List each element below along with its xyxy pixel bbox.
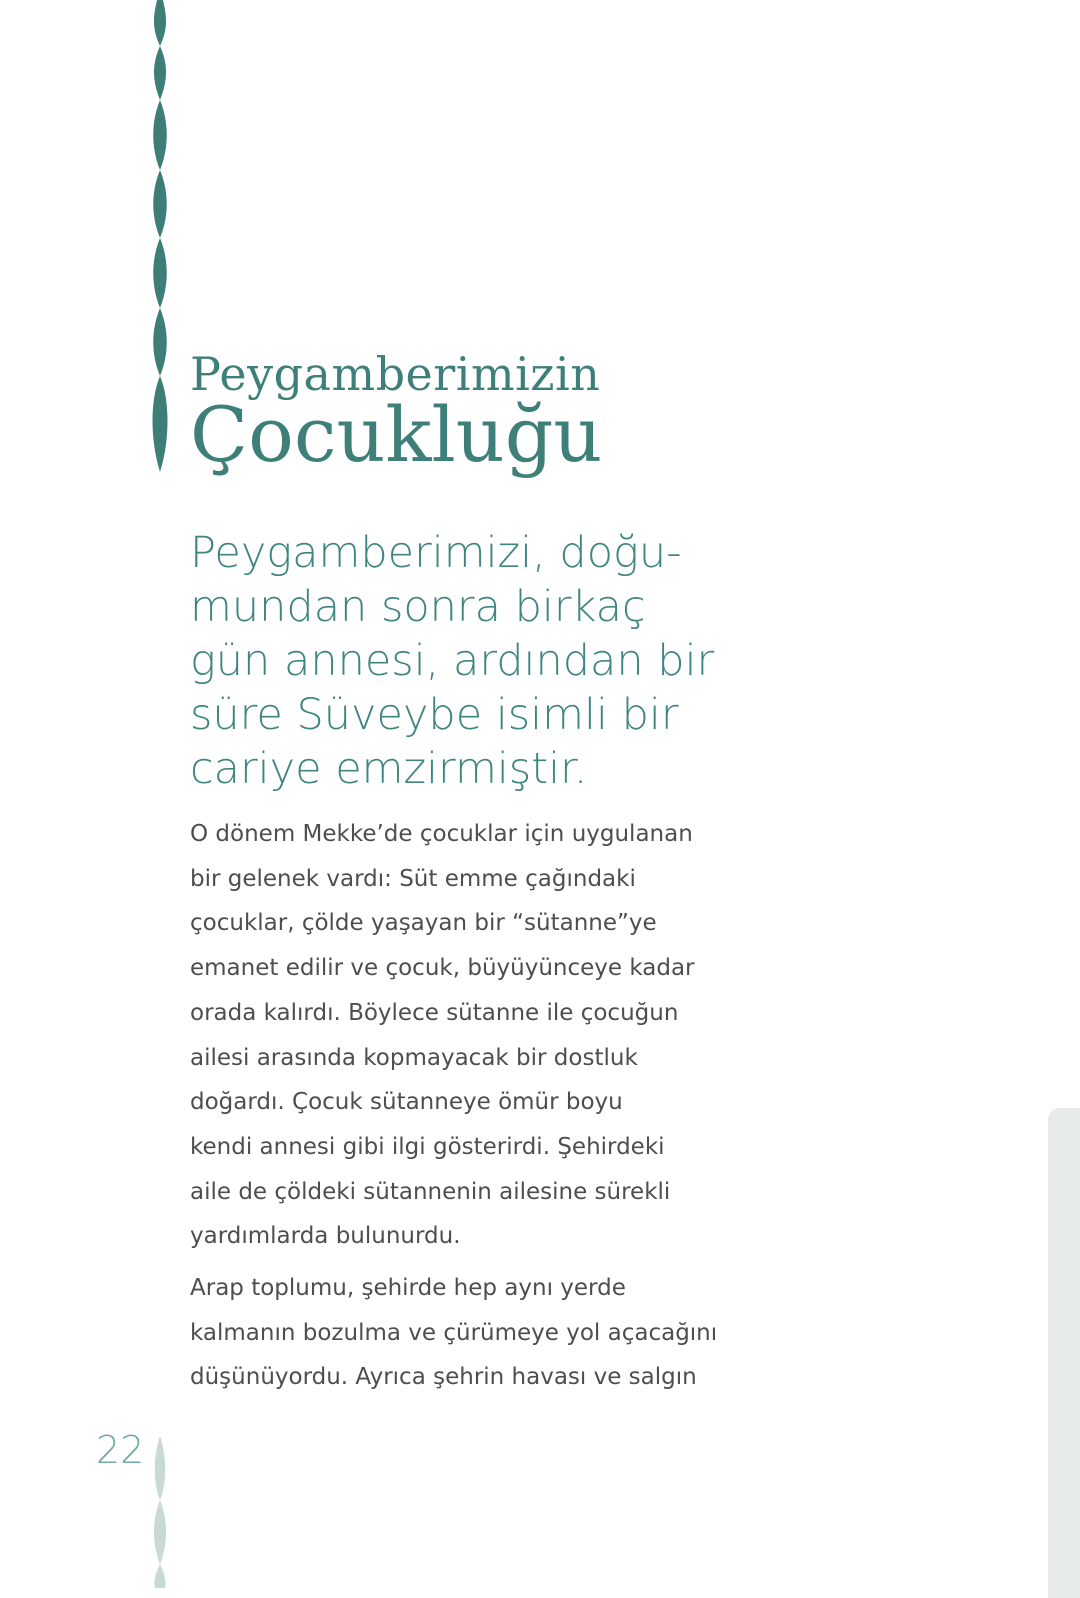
lead-line: cariye emzirmiştir. bbox=[190, 744, 588, 794]
body-line: düşünüyordu. Ayrıca şehrin havası ve salgın bbox=[190, 1364, 697, 1391]
lead-line: mundan sonra birkaç bbox=[190, 582, 646, 632]
body-line: emanet edilir ve çocuk, büyüyünceye kadar bbox=[190, 955, 695, 982]
body-line: orada kalırdı. Böylece sütanne ile çocuğun bbox=[190, 999, 679, 1026]
lead-line: gün annesi, ardından bir bbox=[190, 636, 715, 686]
chapter-heading-line2: Çocukluğu bbox=[190, 390, 603, 480]
body-line: kendi annesi gibi ilgi gösterirdi. Şehirdeki bbox=[190, 1133, 665, 1160]
lead-line: Peygamberimizi, doğu- bbox=[190, 528, 682, 578]
body-line: bir gelenek vardı: Süt emme çağındaki bbox=[190, 865, 636, 892]
body-line: yardımlarda bulunurdu. bbox=[190, 1223, 461, 1250]
body-line: ailesi arasında kopmayacak bir dostluk bbox=[190, 1044, 638, 1071]
body-line: O dönem Mekke’de çocuklar için uygulanan bbox=[190, 821, 693, 847]
page-edge-tab bbox=[1048, 1108, 1080, 1598]
chapter-heading bbox=[190, 347, 603, 480]
twisted-ornament-top bbox=[146, 0, 174, 480]
body-line: Arap toplumu, şehirde hep aynı yerde bbox=[190, 1275, 626, 1301]
twisted-ornament-bottom bbox=[146, 1436, 174, 1588]
page-number: 22 bbox=[96, 1428, 145, 1472]
body-line: doğardı. Çocuk sütanneye ömür boyu bbox=[190, 1089, 623, 1116]
body-paragraph-2 bbox=[190, 1266, 718, 1400]
lead-line: süre Süveybe isimli bir bbox=[190, 690, 679, 740]
body-line: çocuklar, çölde yaşayan bir “sütanne”ye bbox=[190, 910, 657, 937]
body-line: kalmanın bozulma ve çürümeye yol açacağını bbox=[190, 1319, 718, 1346]
body-paragraph-1 bbox=[190, 812, 710, 1259]
lead-paragraph bbox=[190, 526, 715, 796]
chapter-heading-line1: Peygamberimizin bbox=[190, 347, 601, 401]
body-line: aile de çöldeki sütannenin ailesine sürekli bbox=[190, 1178, 671, 1205]
